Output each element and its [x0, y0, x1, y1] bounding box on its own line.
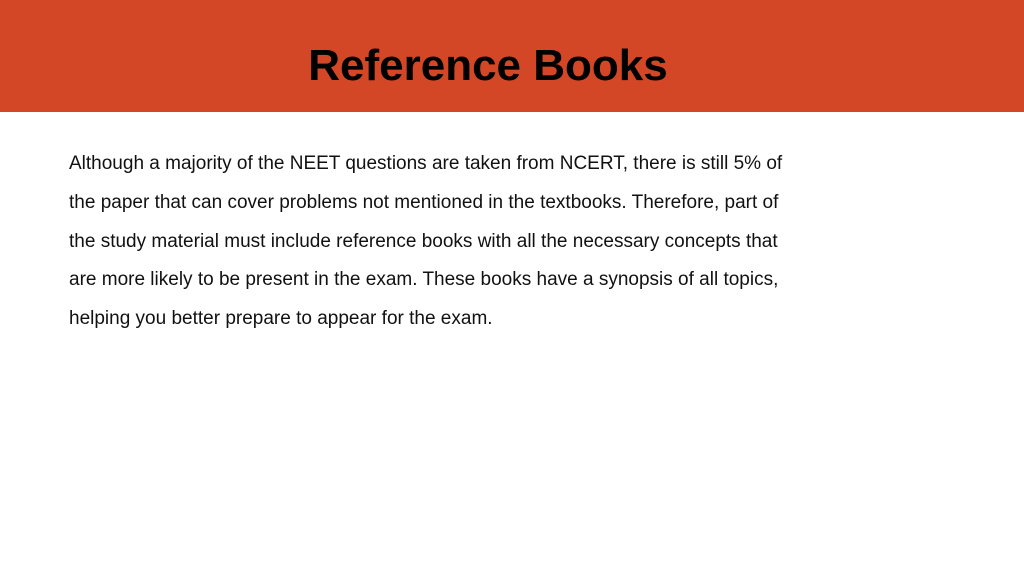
- body-paragraph: [69, 145, 884, 339]
- paragraph-line: the study material must include reference books with all the necessary concepts that: [69, 230, 778, 252]
- paragraph-line: the paper that can cover problems not mentioned in the textbooks. Therefore, part of: [69, 191, 779, 213]
- slide-title: Reference Books: [308, 41, 668, 90]
- paragraph-line: helping you better prepare to appear for the exam.: [69, 308, 493, 330]
- header-band: [0, 0, 1024, 112]
- paragraph-line: are more likely to be present in the exam. These books have a synopsis of all topics,: [69, 269, 779, 291]
- paragraph-line: Although a majority of the NEET questions are taken from NCERT, there is still 5% of: [69, 153, 783, 174]
